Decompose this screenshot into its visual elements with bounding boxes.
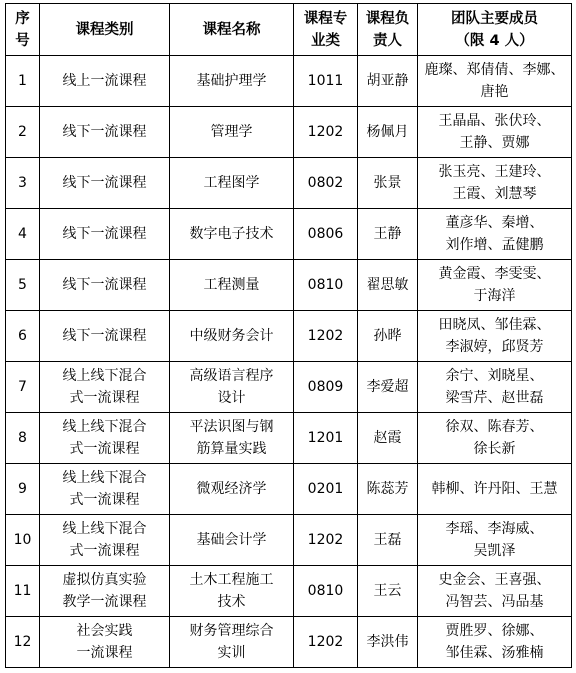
table-row [6, 464, 572, 515]
table-row [6, 158, 572, 209]
table-row [6, 515, 572, 566]
row-major-code: 0810 [294, 566, 358, 617]
header-name: 课程名称 [170, 4, 294, 56]
row-owner: 李爱超 [358, 362, 418, 413]
table-row [6, 566, 572, 617]
row-team: 董彦华、秦增、 刘作增、孟健鹏 [418, 209, 572, 260]
row-major-code: 1201 [294, 413, 358, 464]
table-row [6, 260, 572, 311]
row-owner: 翟思敏 [358, 260, 418, 311]
row-major-code: 0802 [294, 158, 358, 209]
course-table [5, 3, 572, 668]
row-course-name: 工程图学 [170, 158, 294, 209]
row-major-code: 1202 [294, 515, 358, 566]
row-course-name: 财务管理综合 实训 [170, 617, 294, 668]
row-category: 线下一流课程 [40, 311, 170, 362]
row-course-name: 微观经济学 [170, 464, 294, 515]
row-seq: 5 [6, 260, 40, 311]
row-team: 史金会、王喜强、 冯智芸、冯品基 [418, 566, 572, 617]
row-major-code: 0810 [294, 260, 358, 311]
row-seq: 9 [6, 464, 40, 515]
row-category: 线下一流课程 [40, 260, 170, 311]
row-owner: 王静 [358, 209, 418, 260]
row-seq: 10 [6, 515, 40, 566]
row-course-name: 平法识图与钢 筋算量实践 [170, 413, 294, 464]
row-owner: 胡亚静 [358, 56, 418, 107]
row-course-name: 管理学 [170, 107, 294, 158]
table-row [6, 617, 572, 668]
header-owner: 课程负 责人 [358, 4, 418, 56]
row-major-code: 0201 [294, 464, 358, 515]
row-team: 王晶晶、张伏玲、 王静、贾娜 [418, 107, 572, 158]
row-team: 黄金霞、李雯雯、 于海洋 [418, 260, 572, 311]
row-team: 张玉亮、王建玲、 王霞、刘慧琴 [418, 158, 572, 209]
row-category: 线上线下混合 式一流课程 [40, 464, 170, 515]
row-course-name: 基础会计学 [170, 515, 294, 566]
row-category: 线上线下混合 式一流课程 [40, 515, 170, 566]
header-row [6, 4, 572, 56]
row-course-name: 数字电子技术 [170, 209, 294, 260]
row-team: 田晓凤、邹佳霖、 李淑婷，邱贤芳 [418, 311, 572, 362]
row-owner: 王磊 [358, 515, 418, 566]
row-course-name: 中级财务会计 [170, 311, 294, 362]
row-course-name: 土木工程施工 技术 [170, 566, 294, 617]
table-row [6, 56, 572, 107]
row-category: 虚拟仿真实验 教学一流课程 [40, 566, 170, 617]
table-row [6, 362, 572, 413]
header-category: 课程类别 [40, 4, 170, 56]
table-row [6, 413, 572, 464]
row-owner: 张景 [358, 158, 418, 209]
row-major-code: 1202 [294, 107, 358, 158]
row-major-code: 1011 [294, 56, 358, 107]
row-category: 线上一流课程 [40, 56, 170, 107]
table-row [6, 107, 572, 158]
row-seq: 1 [6, 56, 40, 107]
table-row [6, 311, 572, 362]
row-major-code: 0809 [294, 362, 358, 413]
row-team: 鹿璨、郑倩倩、李娜、 唐艳 [418, 56, 572, 107]
row-owner: 李洪伟 [358, 617, 418, 668]
header-team: 团队主要成员 （限 4 人） [418, 4, 572, 56]
row-seq: 8 [6, 413, 40, 464]
row-team: 李瑶、李海威、 吴凯泽 [418, 515, 572, 566]
row-course-name: 工程测量 [170, 260, 294, 311]
row-category: 社会实践 一流课程 [40, 617, 170, 668]
table-row [6, 209, 572, 260]
row-major-code: 1202 [294, 311, 358, 362]
row-category: 线下一流课程 [40, 107, 170, 158]
row-seq: 2 [6, 107, 40, 158]
row-category: 线上线下混合 式一流课程 [40, 362, 170, 413]
row-seq: 3 [6, 158, 40, 209]
row-owner: 王云 [358, 566, 418, 617]
row-team: 徐双、陈春芳、 徐长新 [418, 413, 572, 464]
row-team: 贾胜罗、徐娜、 邹佳霖、汤雅楠 [418, 617, 572, 668]
row-category: 线上线下混合 式一流课程 [40, 413, 170, 464]
header-major: 课程专 业类 [294, 4, 358, 56]
row-seq: 11 [6, 566, 40, 617]
row-owner: 杨佩月 [358, 107, 418, 158]
row-course-name: 高级语言程序 设计 [170, 362, 294, 413]
row-seq: 7 [6, 362, 40, 413]
row-owner: 陈蕊芳 [358, 464, 418, 515]
row-course-name: 基础护理学 [170, 56, 294, 107]
row-seq: 6 [6, 311, 40, 362]
row-seq: 4 [6, 209, 40, 260]
header-seq: 序 号 [6, 4, 40, 56]
row-owner: 赵霞 [358, 413, 418, 464]
row-seq: 12 [6, 617, 40, 668]
row-major-code: 0806 [294, 209, 358, 260]
row-owner: 孙晔 [358, 311, 418, 362]
row-category: 线下一流课程 [40, 158, 170, 209]
row-team: 余宁、刘晓星、 梁雪芹、赵世磊 [418, 362, 572, 413]
row-team: 韩柳、许丹阳、王慧 [418, 464, 572, 515]
row-category: 线下一流课程 [40, 209, 170, 260]
row-major-code: 1202 [294, 617, 358, 668]
